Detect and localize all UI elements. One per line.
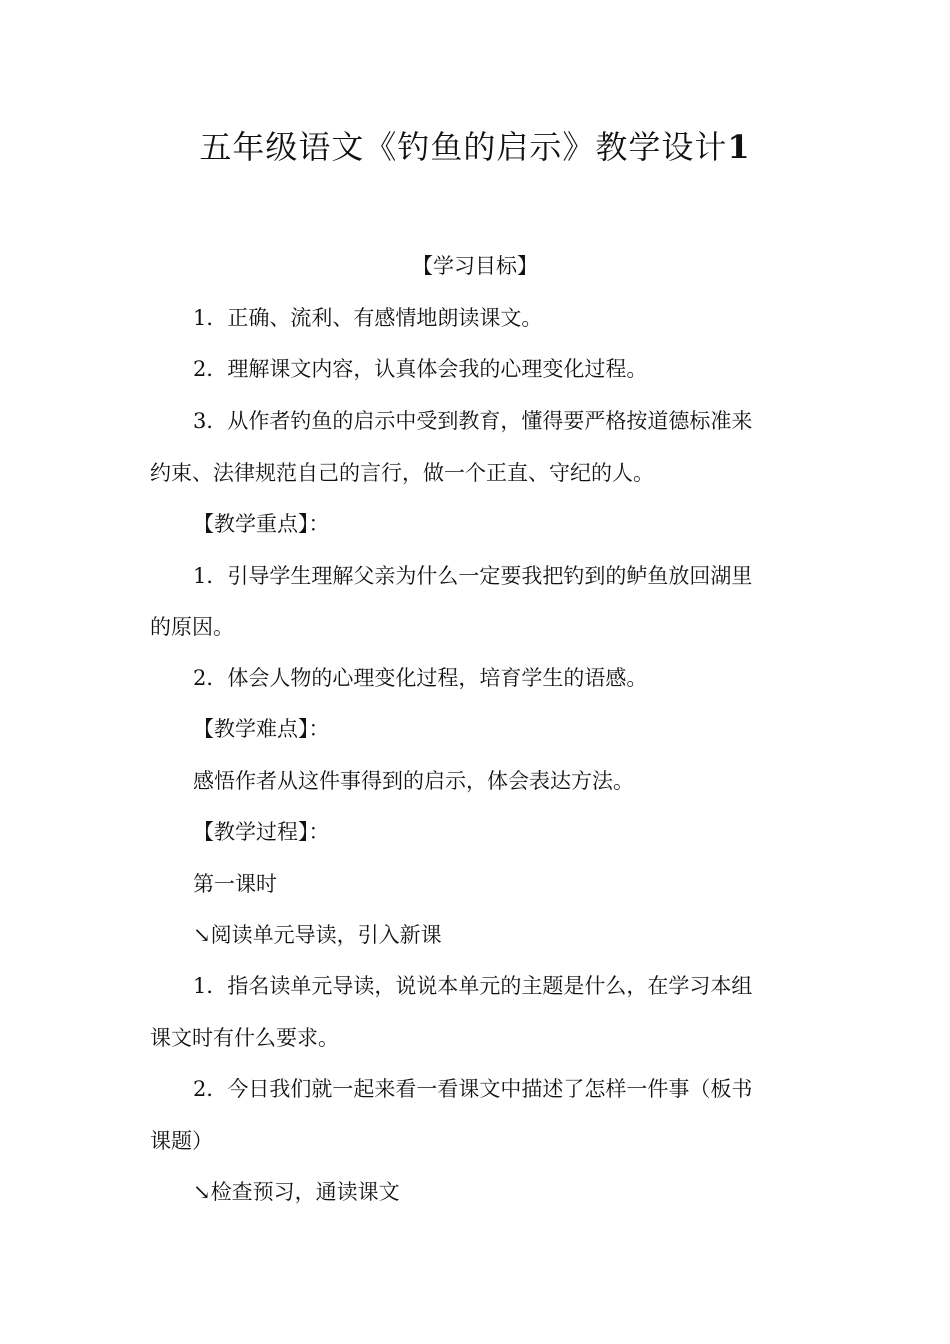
key-point-2: 2．体会人物的心理变化过程，培育学生的语感。: [193, 666, 648, 690]
step-1-line-2: 课文时有什么要求。: [150, 1026, 339, 1050]
step-heading-read-guide: ↘阅读单元导读，引入新课: [193, 923, 442, 947]
step-2-line-2: 课题）: [150, 1129, 213, 1153]
section-heading-process: 【教学过程】：: [193, 820, 330, 844]
title-text: 五年级语文《钓鱼的启示》教学设计: [199, 128, 728, 166]
goal-3-line-1: 3．从作者钓鱼的启示中受到教育，懂得要严格按道德标准来: [193, 409, 753, 433]
goal-1: 1．正确、流利、有感情地朗读课文。: [193, 306, 543, 330]
key-point-1-line-1: 1．引导学生理解父亲为什么一定要我把钓到的鲈鱼放回湖里: [193, 564, 753, 588]
section-heading-difficulties: 【教学难点】：: [193, 717, 330, 741]
goal-2: 2．理解课文内容，认真体会我的心理变化过程。: [193, 357, 648, 381]
step-heading-check-preview: ↘检查预习，通读课文: [193, 1180, 400, 1204]
lesson-one-heading: 第一课时: [193, 872, 277, 896]
title-number: 1: [727, 128, 751, 166]
goal-3-line-2: 约束、法律规范自己的言行，做一个正直、守纪的人。: [150, 461, 654, 485]
difficulty-text: 感悟作者从这件事得到的启示，体会表达方法。: [193, 769, 634, 793]
document-title: [0, 122, 950, 168]
step-1-line-1: 1．指名读单元导读，说说本单元的主题是什么，在学习本组: [193, 974, 753, 998]
step-2-line-1: 2．今日我们就一起来看一看课文中描述了怎样一件事（板书: [193, 1077, 753, 1101]
section-heading-learning-goals: 【学习目标】: [412, 254, 538, 278]
key-point-1-line-2: 的原因。: [150, 615, 234, 639]
section-heading-key-points: 【教学重点】：: [193, 512, 330, 536]
